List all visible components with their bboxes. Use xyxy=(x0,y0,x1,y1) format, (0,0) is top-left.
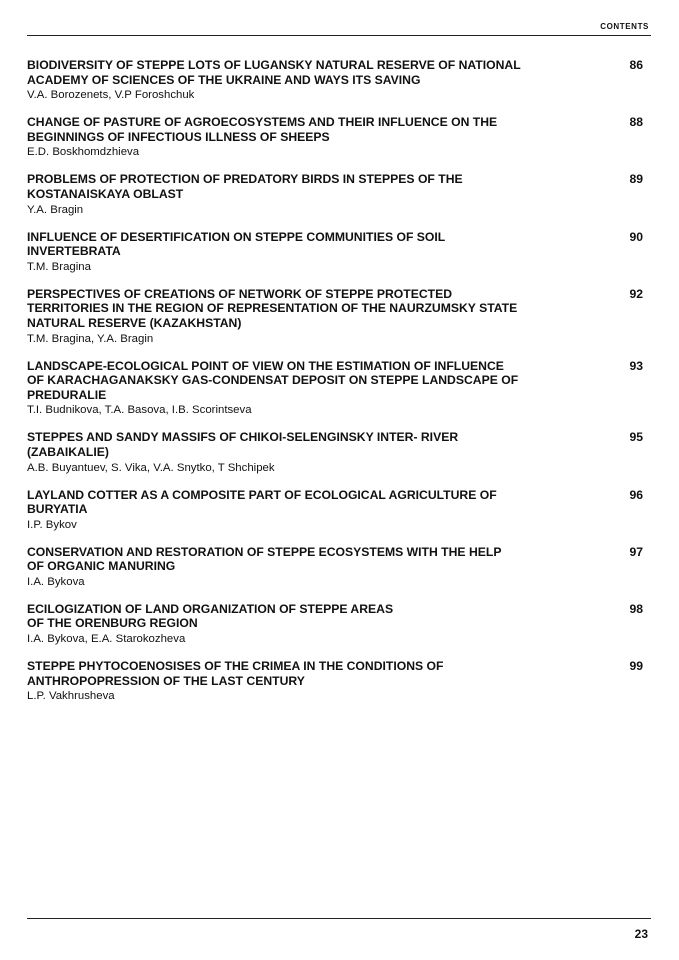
entry-page-number: 99 xyxy=(629,659,643,674)
toc-entry[interactable] xyxy=(27,230,651,274)
entry-page-number: 92 xyxy=(629,286,643,301)
entry-title: INFLUENCE OF DESERTIFICATION ON STEPPE COMMUNITIES OF SOIL INVERTEBRATA xyxy=(27,229,446,259)
entry-authors: I.A. Bykova, E.A. Starokozheva xyxy=(27,633,186,646)
entry-authors: L.P. Vakhrusheva xyxy=(27,690,115,703)
entry-page-number: 93 xyxy=(629,358,643,373)
entry-page-number: 96 xyxy=(629,487,643,502)
entry-title: ECILOGIZATION OF LAND ORGANIZATION OF STEPPE AREAS OF THE ORENBURG REGION xyxy=(27,601,394,631)
entry-title: CHANGE OF PASTURE OF AGROECOSYSTEMS AND THEIR INFLUENCE ON THE BEGINNINGS OF INFECTIOUS ILLNESS OF SHEEPS xyxy=(27,115,498,144)
entry-authors: A.B. Buyantuev, S. Vika, V.A. Snytko, T Shchipek xyxy=(27,461,275,474)
toc-entry[interactable] xyxy=(27,359,651,418)
entry-page-number: 88 xyxy=(629,115,643,130)
toc-entry[interactable] xyxy=(27,115,651,159)
entry-authors: T.M. Bragina xyxy=(27,260,91,273)
entry-title: LAYLAND COTTER AS A COMPOSITE PART OF ECOLOGICAL AGRICULTURE OF BURYATIA xyxy=(27,487,497,517)
entry-page-number: 97 xyxy=(629,544,643,559)
entry-authors: T.I. Budnikova, T.A. Basova, I.B. Scorintseva xyxy=(27,404,252,417)
footer-divider xyxy=(27,918,651,919)
toc-entry[interactable] xyxy=(27,172,651,216)
toc-entry[interactable] xyxy=(27,545,651,589)
toc-entry[interactable] xyxy=(27,602,651,646)
entry-page-number: 90 xyxy=(629,229,643,244)
entry-page-number: 86 xyxy=(629,58,643,72)
toc-entry[interactable] xyxy=(27,488,651,532)
header-divider xyxy=(27,35,651,36)
entry-page-number: 98 xyxy=(629,601,643,616)
entry-title: STEPPES AND SANDY MASSIFS OF CHIKOI-SELENGINSKY INTER- RIVER (ZABAIKALIE) xyxy=(27,430,459,459)
toc-entry[interactable] xyxy=(27,287,651,346)
entry-authors: I.A. Bykova xyxy=(27,575,85,588)
running-head: CONTENTS xyxy=(600,22,649,31)
entry-page-number: 89 xyxy=(629,172,643,187)
entry-authors: I.P. Bykov xyxy=(27,518,77,531)
entry-authors: Y.A. Bragin xyxy=(27,203,84,216)
toc-entry[interactable] xyxy=(27,659,651,703)
entry-title: STEPPE PHYTOCOENOSISES OF THE CRIMEA IN THE CONDITIONS OF ANTHROPOPRESSION OF THE LAST CENTURY xyxy=(27,659,444,688)
entry-title: LANDSCAPE-ECOLOGICAL POINT OF VIEW ON THE ESTIMATION OF INFLUENCE OF KARACHAGANAKSKY GAS-CONDENSAT DEPOSIT ON STEPPE LANDSCAPE OF PREDURALIE xyxy=(27,358,519,402)
entry-authors: E.D. Boskhomdzhieva xyxy=(27,146,140,159)
toc-entry[interactable] xyxy=(27,430,651,474)
entry-authors: T.M. Bragina, Y.A. Bragin xyxy=(27,332,154,345)
entry-authors: V.A. Borozenets, V.P Foroshchuk xyxy=(27,89,195,102)
entry-title: PERSPECTIVES OF CREATIONS OF NETWORK OF STEPPE PROTECTED TERRITORIES IN THE REGION OF REPRESENTATION OF THE NAURZUMSKY STATE NATURAL RESERVE (KAZAKHSTAN) xyxy=(27,286,518,330)
entry-title: CONSERVATION AND RESTORATION OF STEPPE ECOSYSTEMS WITH THE HELP OF ORGANIC MANURING xyxy=(27,544,502,574)
table-of-contents xyxy=(27,58,651,703)
toc-entry[interactable] xyxy=(27,58,651,102)
entry-title: BIODIVERSITY OF STEPPE LOTS OF LUGANSKY NATURAL RESERVE OF NATIONAL ACADEMY OF SCIENCES OF THE UKRAINE AND WAYS ITS SAVING xyxy=(27,58,521,87)
entry-page-number: 95 xyxy=(629,430,643,445)
entry-title: PROBLEMS OF PROTECTION OF PREDATORY BIRDS IN STEPPES OF THE KOSTANAISKAYA OBLAST xyxy=(27,172,463,201)
page-number: 23 xyxy=(634,927,648,941)
